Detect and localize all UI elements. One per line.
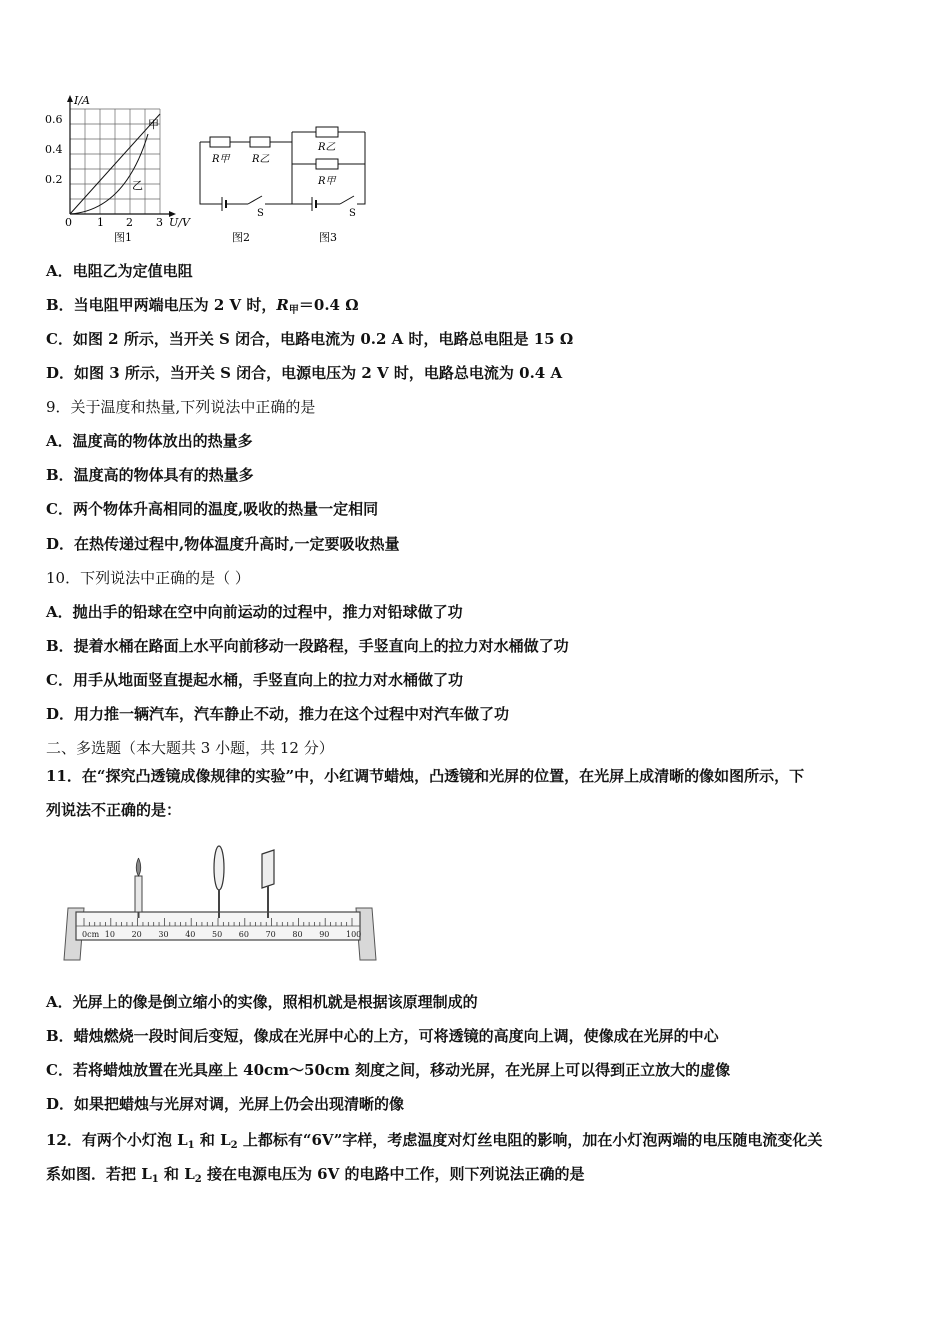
section-heading: 二、多选题（本大题共 3 小题，共 12 分）	[46, 739, 334, 757]
q8-option-a: A．电阻乙为定值电阻	[46, 262, 193, 280]
subscript: 2	[230, 1140, 238, 1151]
resistor-label-jia: R甲	[318, 176, 336, 187]
x-axis-label: U/V	[169, 216, 190, 229]
x-tick-label: 1	[97, 216, 104, 229]
resistor-symbol: R	[276, 296, 289, 314]
y-tick-label: 0.2	[45, 173, 63, 186]
figure-caption: 图1	[114, 231, 132, 244]
q10-option-b: B．提着水桶在路面上水平向前移动一段路程，手竖直向上的拉力对水桶做了功	[46, 637, 569, 655]
q9-option-d: D．在热传递过程中,物体温度升高时,一定要吸收热量	[46, 535, 400, 553]
q9-stem: 9．关于温度和热量,下列说法中正确的是	[46, 398, 316, 416]
ruler-label: 40	[185, 930, 196, 939]
ruler-label: 80	[292, 930, 303, 939]
ruler-label: 10	[104, 930, 115, 939]
resistor-label-yi: R乙	[318, 142, 336, 153]
q9-option-a: A．温度高的物体放出的热量多	[46, 432, 253, 450]
q11-stem-line2: 列说法不正确的是：	[46, 801, 182, 819]
stem-text: 上都标有“6V”字样，考虑温度对灯丝电阻的影响，加在小灯泡两端的电压随电流变化关	[237, 1131, 823, 1149]
stem-text: 接在电源电压为 6V 的电路中工作，则下列说法正确的是	[201, 1165, 585, 1183]
figure-caption: 图2	[232, 231, 250, 244]
ruler-label: 60	[238, 930, 249, 939]
subscript: 1	[151, 1174, 159, 1185]
option-text: ＝0.4 Ω	[298, 296, 359, 314]
y-tick-label: 0.4	[45, 143, 63, 156]
stem-text: 和 L	[158, 1165, 195, 1183]
q8-option-d: D．如图 3 所示，当开关 S 闭合，电源电压为 2 V 时，电路总电流为 0.4 A	[46, 364, 563, 382]
q11-option-d: D．如果把蜡烛与光屏对调，光屏上仍会出现清晰的像	[46, 1095, 405, 1113]
iu-graph	[45, 94, 191, 244]
q10-option-c: C．用手从地面竖直提起水桶，手竖直向上的拉力对水桶做了功	[46, 671, 463, 689]
figure-caption: 图3	[319, 231, 337, 244]
parallel-circuit	[292, 127, 365, 211]
q8-option-c: C．如图 2 所示，当开关 S 闭合，电路电流为 0.2 A 时，电路总电阻是 15 Ω	[46, 330, 574, 348]
x-tick-label: 3	[156, 216, 163, 229]
stem-text: 12．有两个小灯泡 L	[46, 1131, 188, 1149]
ruler-label: 70	[265, 930, 276, 939]
series-circuit	[200, 137, 292, 211]
ruler-label: 100	[346, 930, 362, 939]
q11-option-b: B．蜡烛燃烧一段时间后变短，像成在光屏中心的上方，可将透镜的高度向上调，使像成在光屏的中心	[46, 1027, 719, 1045]
q11-stem-line1: 11．在“探究凸透镜成像规律的实验”中，小红调节蜡烛，凸透镜和光屏的位置，在光屏上成清晰的像如图所示，下	[46, 767, 805, 785]
y-tick-label: 0.6	[45, 113, 63, 126]
subscript: 2	[194, 1174, 202, 1185]
q10-stem: 10．下列说法中正确的是（ ）	[46, 569, 250, 587]
ruler-label: 50	[212, 930, 223, 939]
q9-option-c: C．两个物体升高相同的温度,吸收的热量一定相同	[46, 500, 379, 518]
q12-stem-line2	[46, 1164, 584, 1190]
q11-option-c: C．若将蜡烛放置在光具座上 40cm～50cm 刻度之间，移动光屏，在光屏上可以得到正立放大的虚像	[46, 1061, 731, 1079]
q10-option-a: A．抛出手的铅球在空中向前运动的过程中，推力对铅球做了功	[46, 603, 463, 621]
resistor-label-jia: R甲	[212, 154, 230, 165]
ruler-label: 20	[131, 930, 142, 939]
q11-option-a: A．光屏上的像是倒立缩小的实像，照相机就是根据该原理制成的	[46, 993, 478, 1011]
curve-label-jia: 甲	[148, 118, 159, 131]
ruler-label: 30	[158, 930, 169, 939]
x-tick-label: 2	[126, 216, 133, 229]
optical-bench-figure	[62, 838, 382, 966]
subscript: 1	[187, 1140, 195, 1151]
switch-label: S	[257, 208, 264, 219]
ruler-label: 0cm	[82, 930, 100, 939]
ruler-label: 90	[319, 930, 330, 939]
stem-text: 系如图．若把 L	[46, 1165, 152, 1183]
q10-option-d: D．用力推一辆汽车，汽车静止不动，推力在这个过程中对汽车做了功	[46, 705, 510, 723]
option-text: B．当电阻甲两端电压为 2 V 时，	[46, 296, 277, 314]
q9-option-b: B．温度高的物体具有的热量多	[46, 466, 254, 484]
stem-text: 和 L	[194, 1131, 231, 1149]
subscript: 甲	[288, 305, 299, 316]
switch-label: S	[349, 208, 356, 219]
curve-label-yi: 乙	[132, 179, 143, 192]
q12-stem-line1	[46, 1130, 822, 1156]
q8-option-b	[46, 295, 359, 321]
x-tick-label: 0	[65, 216, 72, 229]
figures-row	[40, 92, 380, 244]
y-axis-label: I/A	[74, 94, 90, 107]
resistor-label-yi: R乙	[252, 154, 270, 165]
